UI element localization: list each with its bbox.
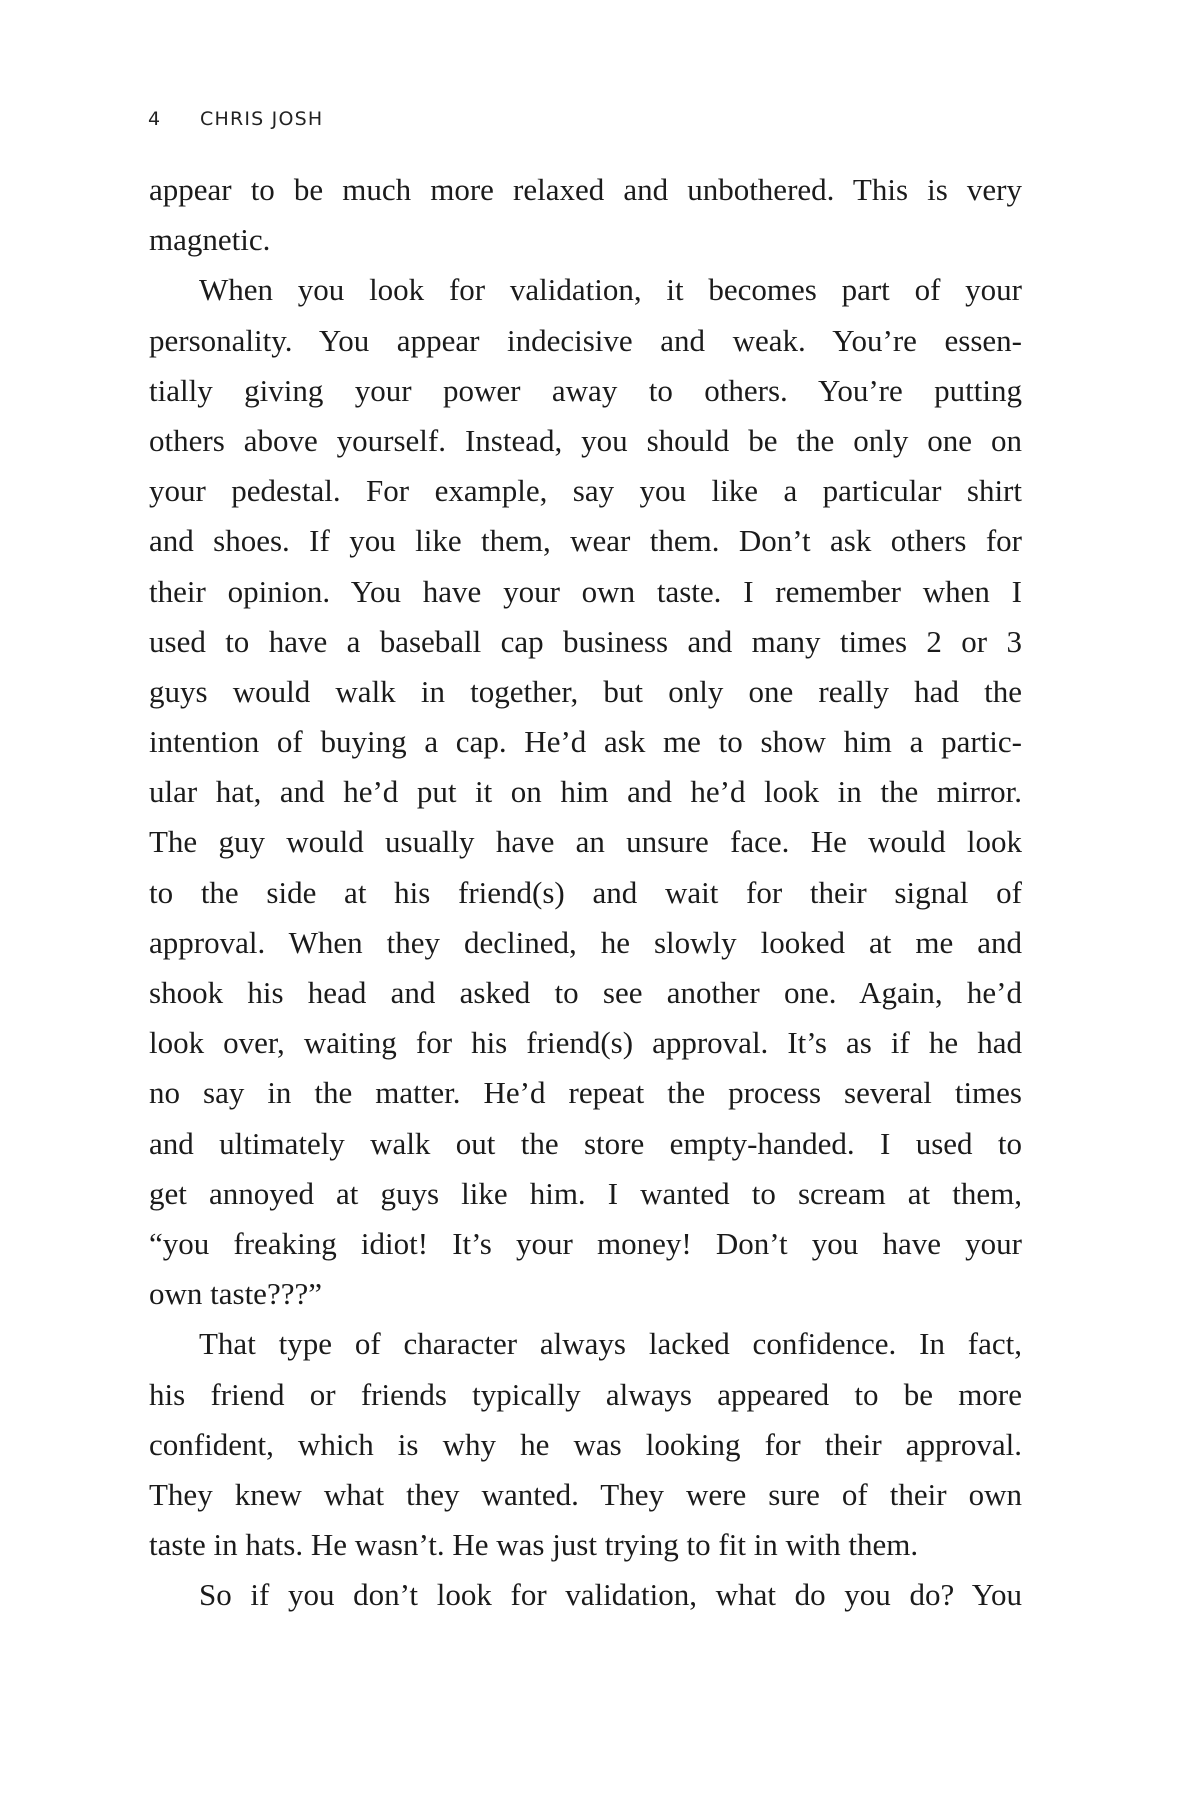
text-line: They knew what they wanted. They were sure of their own bbox=[149, 1476, 1022, 1512]
text-line: confident, which is why he was looking for their approval. bbox=[149, 1426, 1022, 1462]
text-line: taste in hats. He wasn’t. He was just trying to fit in with them. bbox=[149, 1527, 919, 1563]
text-line: tially giving your power away to others. You’re putting bbox=[149, 372, 1022, 408]
text-line: no say in the matter. He’d repeat the process several times bbox=[149, 1075, 1022, 1111]
paragraph bbox=[149, 1570, 1022, 1620]
text-line: others above yourself. Instead, you should be the only one on bbox=[149, 422, 1022, 458]
text-line: their opinion. You have your own taste. I remember when I bbox=[149, 573, 1022, 609]
text-line: get annoyed at guys like him. I wanted to scream at them, bbox=[149, 1175, 1022, 1211]
text-line: “you freaking idiot! It’s your money! Don’t you have your bbox=[149, 1225, 1022, 1261]
text-line: and ultimately walk out the store empty-handed. I used to bbox=[149, 1125, 1022, 1161]
text-line: guys would walk in together, but only one really had the bbox=[149, 673, 1022, 709]
text-line: his friend or friends typically always appeared to be more bbox=[149, 1376, 1022, 1412]
author-name: CHRIS JOSH bbox=[200, 108, 324, 130]
text-line: own taste???” bbox=[149, 1276, 322, 1312]
body-text bbox=[149, 165, 1022, 1620]
text-line: used to have a baseball cap business and many times 2 or 3 bbox=[149, 623, 1022, 659]
text-line: your pedestal. For example, say you like a particular shirt bbox=[149, 473, 1022, 509]
text-line: approval. When they declined, he slowly looked at me and bbox=[149, 924, 1022, 960]
paragraph bbox=[149, 165, 1022, 265]
text-line: appear to be much more relaxed and unbothered. This is very bbox=[149, 172, 1022, 207]
page-number: 4 bbox=[148, 108, 162, 130]
text-line: ular hat, and he’d put it on him and he’d look in the mirror. bbox=[149, 774, 1022, 810]
text-line: That type of character always lacked confidence. In fact, bbox=[199, 1326, 1022, 1362]
text-line: shook his head and asked to see another one. Again, he’d bbox=[149, 975, 1022, 1010]
running-head bbox=[148, 106, 323, 132]
text-line: magnetic. bbox=[149, 222, 271, 258]
text-line: The guy would usually have an unsure face. He would look bbox=[149, 824, 1022, 860]
text-line: personality. You appear indecisive and weak. You’re essen- bbox=[149, 322, 1022, 358]
text-line: So if you don’t look for validation, what do you do? You bbox=[199, 1577, 1022, 1613]
paragraph bbox=[149, 1319, 1022, 1570]
text-line: intention of buying a cap. He’d ask me to show him a partic- bbox=[149, 724, 1022, 760]
text-line: When you look for validation, it becomes part of your bbox=[199, 272, 1022, 308]
text-line: to the side at his friend(s) and wait for their signal of bbox=[149, 874, 1022, 910]
text-line: and shoes. If you like them, wear them. Don’t ask others for bbox=[149, 523, 1022, 559]
text-line: look over, waiting for his friend(s) approval. It’s as if he had bbox=[149, 1025, 1022, 1061]
paragraph bbox=[149, 265, 1022, 1319]
